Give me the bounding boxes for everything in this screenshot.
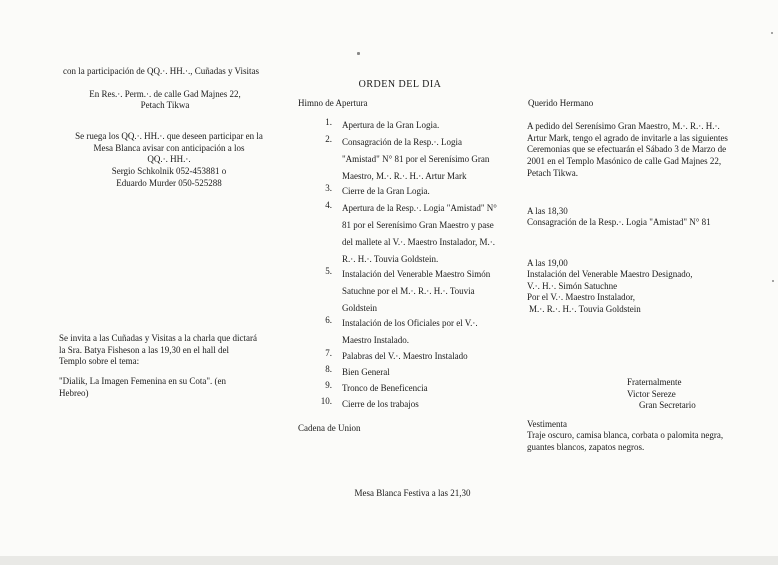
invitation-intro — [527, 121, 747, 179]
agenda-number: 2. — [325, 134, 332, 144]
agenda-number: 6. — [325, 315, 332, 325]
location-line-2: Petach Tikwa — [140, 100, 190, 110]
order-title: ORDEN DEL DIA — [358, 79, 442, 90]
agenda-text: Cierre de los trabajos — [342, 399, 419, 409]
intro-line: A pedido del Serenísimo Gran Maestro, M.·. R.·. H.·. — [527, 121, 720, 131]
agenda-number: 5. — [325, 266, 332, 276]
talk-line: la Sra. Batya Fisheson a las 19,30 en el hall del — [59, 344, 229, 355]
agenda-text: Tronco de Beneficencia — [342, 383, 428, 393]
sign-line: Fraternalmente — [627, 377, 682, 387]
agenda-text: Consagración de la Resp.·. Logia "Amistad" N° 81 por el Serenísimo Gran Maestro, M.·. R.·. H.·. Artur Mark — [342, 137, 490, 181]
agenda-number: 7. — [325, 348, 332, 358]
installation-line: M.·. R.·. H.·. Touvia Goldstein — [529, 304, 641, 315]
opening-hymn: Himno de Apertura — [298, 98, 368, 108]
talk-invitation — [59, 333, 289, 368]
dress-code — [527, 430, 767, 453]
agenda-text: Instalación de los Oficiales por el V.·. Maestro Instalado. — [342, 318, 478, 345]
installation-line: V.·. H.·. Simón Satuchne — [527, 280, 618, 291]
sign-line: Gran Secretario — [639, 400, 696, 411]
rsvp-line: Se ruega los QQ.·. HH.·. que deseen participar en la — [75, 131, 263, 141]
agenda-text: Bien General — [342, 367, 390, 377]
agenda-text: Instalación del Venerable Maestro Simón Satuchne por el M.·. R.·. H.·. Touvia Goldstein — [342, 269, 491, 313]
rsvp-line: QQ.·. HH.·. — [147, 154, 191, 165]
agenda-number: 3. — [325, 183, 332, 193]
intro-line: Petach Tikwa. — [527, 167, 579, 178]
agenda-text: Apertura de la Resp.·. Logia "Amistad" N° 81 por el Serenísimo Gran Maestro y pase del mallete al V.·. Maestro Instalador, M.·. R.·. H.·. Touvia Goldstein. — [342, 203, 497, 264]
talk-title-line: Hebreo) — [59, 387, 89, 398]
talk-line: Templo sobre el tema: — [59, 356, 140, 367]
rsvp-line: Sergio Schkolnik 052-453881 o — [111, 166, 227, 177]
agenda-number: 4. — [325, 200, 332, 210]
talk-line: Se invita a las Cuñadas y Visitas a la charla que dictará — [59, 333, 257, 343]
agenda-text: Apertura de la Gran Logia. — [342, 120, 440, 130]
intro-line: Artur Mark, tengo el agrado de invitarle a las siguientes — [527, 132, 728, 143]
agenda-text: Cierre de la Gran Logia. — [342, 186, 430, 196]
event-consecration: Consagración de la Resp.·. Logia "Amistad" N° 81 — [527, 217, 711, 227]
scan-speck — [771, 32, 773, 34]
greeting: Querido Hermano — [528, 98, 594, 108]
installation-line: Por el V.·. Maestro Instalador, — [527, 292, 636, 303]
agenda-text: Palabras del V.·. Maestro Instalado — [342, 351, 468, 361]
festive-table-footer: Mesa Blanca Festiva a las 21,30 — [354, 488, 471, 498]
time-1830: A las 18,30 — [527, 206, 568, 216]
agenda-number: 9. — [325, 380, 332, 390]
scan-bottom-edge — [0, 556, 778, 565]
location-line-1: En Res.·. Perm.·. de calle Gad Majnes 22, — [89, 89, 241, 99]
closing-chain: Cadena de Union — [298, 423, 361, 433]
agenda-number: 10. — [320, 396, 332, 406]
intro-line: 2001 en el Templo Masónico de calle Gad Majnes 22, — [527, 156, 722, 167]
agenda-number: 1. — [325, 117, 332, 127]
talk-title-line: "Dialik, La Imagen Femenina en su Cota". (en — [59, 376, 227, 386]
dress-line: Traje oscuro, camisa blanca, corbata o palomita negra, — [527, 430, 724, 440]
sign-line: Victor Sereze — [627, 388, 676, 399]
time-1900: A las 19,00 — [527, 258, 568, 268]
dress-code-label: Vestimenta — [527, 419, 567, 429]
participation-line: con la participación de QQ.·. HH.·., Cuñadas y Visitas — [63, 66, 259, 76]
rsvp-block — [55, 131, 283, 189]
agenda-number: 8. — [325, 364, 332, 374]
rsvp-line: Eduardo Murder 050-525288 — [116, 177, 222, 188]
rsvp-line: Mesa Blanca avisar con anticipación a los — [93, 142, 245, 153]
dress-line: guantes blancos, zapatos negros. — [527, 441, 645, 452]
event-installation — [527, 269, 747, 316]
talk-title — [59, 376, 289, 399]
scan-speck — [357, 52, 360, 55]
intro-line: Ceremonias que se efectuarán el Sábado 3 de Marzo de — [527, 144, 727, 155]
signature-block — [627, 377, 747, 412]
installation-line: Instalación del Venerable Maestro Designado, — [527, 269, 693, 279]
scan-speck — [772, 280, 774, 282]
